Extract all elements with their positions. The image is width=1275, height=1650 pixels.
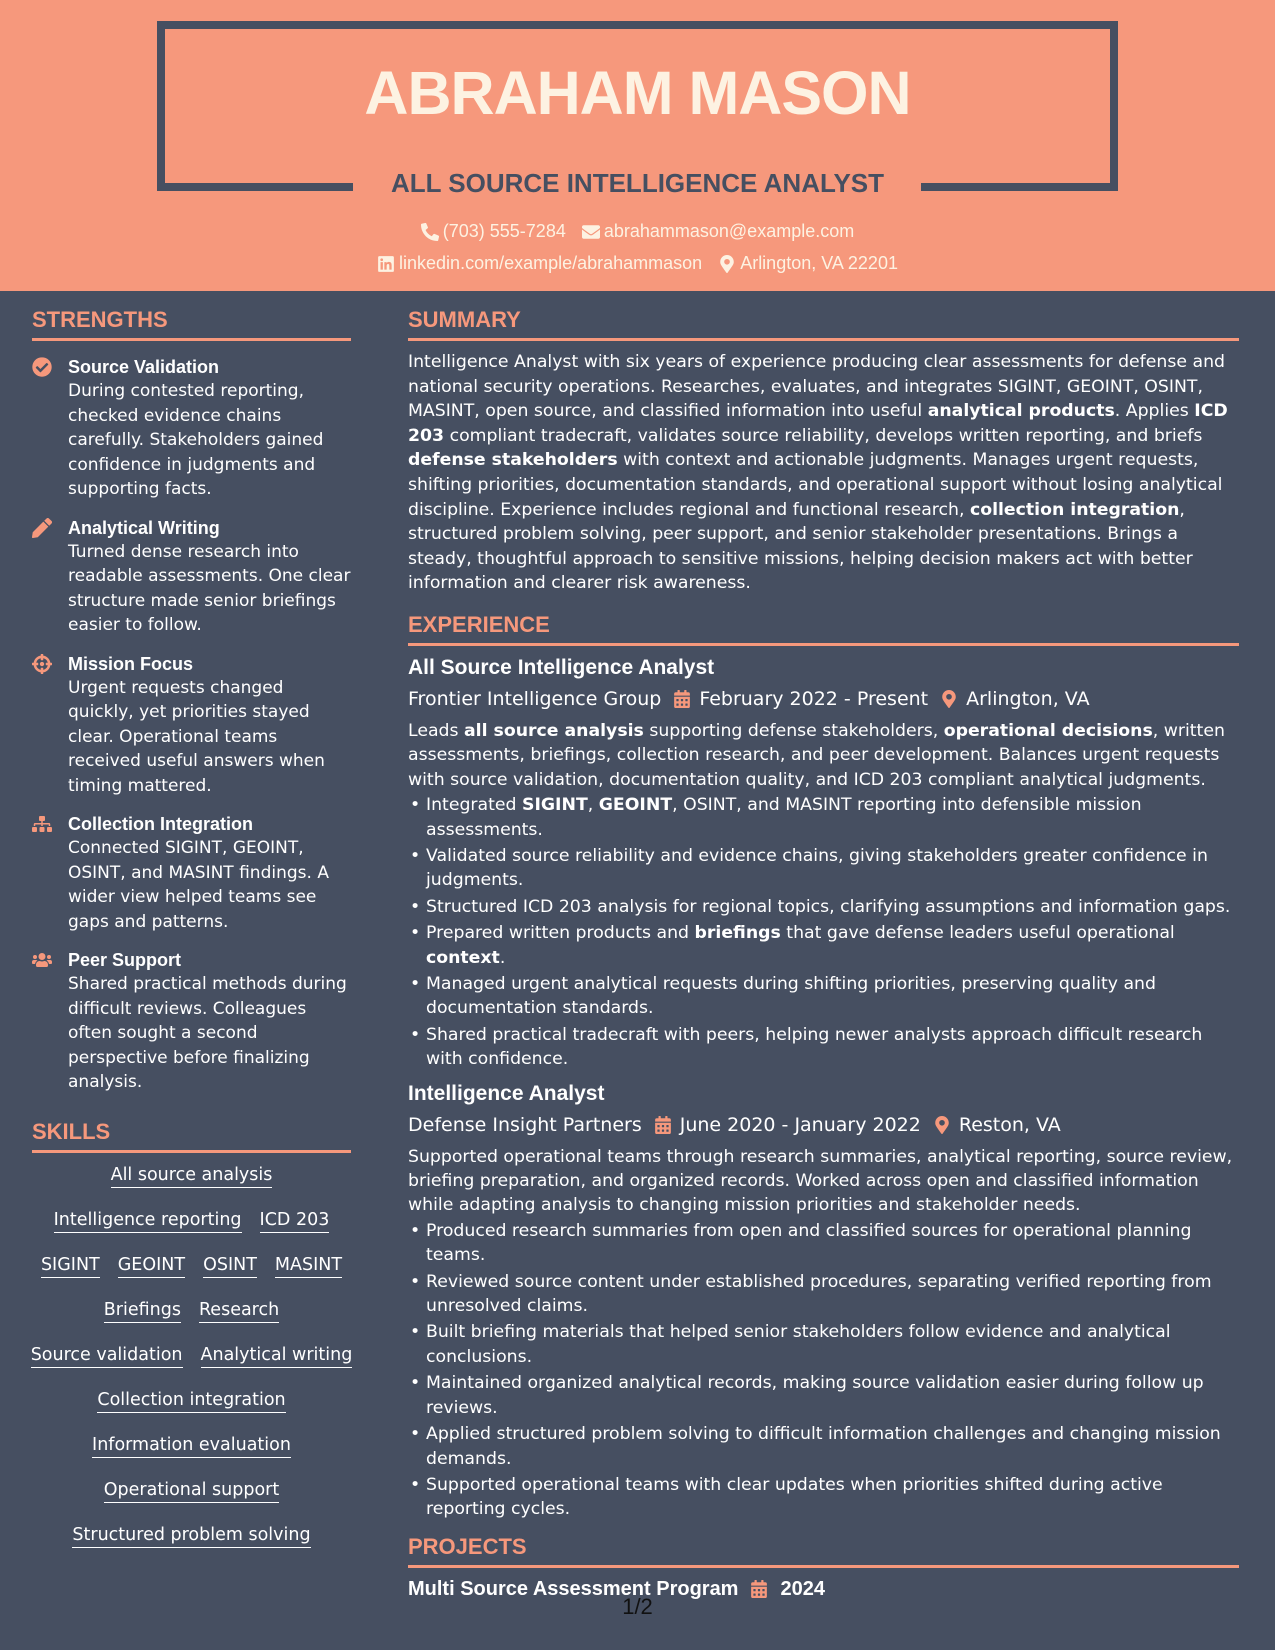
text-run: . Applies [1114,401,1195,422]
users-icon [32,948,54,1095]
linkedin-contact[interactable] [377,253,702,274]
bold-text: defense stakeholders [408,450,618,471]
bullet-item [408,793,1239,842]
bullet-item [408,1371,1239,1420]
bullet-item [408,844,1239,893]
strength-body [68,948,351,1095]
bullet-item [408,1023,1239,1072]
strength-item [32,516,351,638]
skill-row [32,1210,351,1255]
resume-header [0,0,1275,291]
skills-list [32,1165,351,1570]
experience-heading: EXPERIENCE [408,612,1239,646]
strength-item [32,812,351,934]
left-column [32,307,351,1570]
skill-tag: ICD 203 [260,1210,330,1233]
bullet-item [408,1219,1239,1268]
location-text: Arlington, VA 22201 [740,253,898,273]
calendar-icon [673,690,691,708]
strength-body [68,516,351,638]
strength-title: Mission Focus [68,653,194,674]
job-location [933,1112,1061,1138]
skill-tag: Intelligence reporting [54,1210,242,1233]
check-circle-icon [32,355,54,502]
job-dates [673,686,928,712]
envelope-icon [582,223,600,241]
job-bullets [408,793,1239,1071]
crosshairs-icon [32,652,54,799]
job-entry [408,1080,1239,1522]
skill-tag: All source analysis [111,1165,273,1188]
map-marker-icon [933,1116,951,1134]
location-text: Reston, VA [958,1113,1061,1136]
contact-row [0,253,1275,274]
text-run: compliant tradecraft, validates source reliability, develops written reporting, and briefs [444,425,1203,446]
bullet-item [408,972,1239,1021]
bullet-item [408,1422,1239,1471]
text-run: , structured problem solving, peer support, and senior stakeholder presentations. Brings a steady, thoughtful approach to sensitive missions, helping decision makers act with better information and clearer risk awareness. [408,499,1193,594]
project-name: Multi Source Assessment Program [408,1577,739,1600]
text-run: , written assessments, briefings, collection research, and peer development. Balances urgent requests with source validation, documentation quality, and ICD 203 compliant analytical judgments. [408,720,1225,790]
skill-row [32,1345,351,1390]
text-run: Produced research summaries from open and classified sources for operational planning teams. [426,1220,1192,1266]
bullet-item [408,921,1239,970]
strength-item [32,355,351,502]
skill-tag: Analytical writing [201,1345,353,1368]
strength-title: Source Validation [68,357,220,377]
text-run: Managed urgent analytical requests during shifting priorities, preserving quality and documentation standards. [426,974,1156,1019]
job-title: All Source Intelligence Analyst [408,655,715,679]
job-title-heading: ALL SOURCE INTELLIGENCE ANALYST [390,168,885,198]
bold-text: operational decisions [943,720,1153,741]
skill-tag: MASINT [275,1255,342,1278]
contact-row [0,221,1275,242]
strength-body [68,812,351,934]
job-description [408,719,1239,792]
linkedin-icon [377,255,395,273]
strength-description: During contested reporting, checked evidence chains carefully. Stakeholders gained confidence in judgments and supporting facts. [68,381,324,499]
dates-text: June 2020 - January 2022 [679,1113,921,1136]
calendar-icon [654,1116,672,1134]
skill-row [32,1435,351,1480]
job-bullets [408,1219,1239,1522]
phone-text: (703) 555-7284 [442,221,566,241]
sitemap-icon [32,812,54,934]
summary-text [408,350,1239,596]
strength-title: Analytical Writing [68,517,220,538]
email-text: abrahammason@example.com [603,221,855,241]
strength-item [32,948,351,1095]
text-run: Maintained organized analytical records, making source validation easier during follow up reviews. [426,1373,1204,1418]
job-dates [654,1112,921,1138]
map-marker-icon [718,255,736,273]
strength-body [68,355,351,502]
map-marker-icon [940,690,958,708]
bold-text: GEOINT [598,795,673,816]
company-name: Frontier Intelligence Group [408,687,662,710]
text-run: Prepared written products and [426,923,695,944]
skill-tag: Structured problem solving [72,1525,310,1548]
skill-row [32,1255,351,1300]
bullet-item [408,1473,1239,1522]
text-run: with context and actionable judgments. Manages urgent requests, shifting priorities, documentation standards, and operational support without losing analytical discipline. Experience includes regional and functional research, [408,450,1223,520]
skill-row [32,1525,351,1570]
company-name: Defense Insight Partners [408,1113,642,1136]
text-run: Structured ICD 203 analysis for regional topics, clarifying assumptions and information gaps. [426,896,1231,917]
text-run: , OSINT, and MASINT reporting into defensible mission assessments. [426,795,1142,840]
text-run: that gave defense leaders useful operational [780,923,1175,944]
strength-title: Collection Integration [68,814,254,834]
bold-text: all source analysis [464,720,644,741]
skill-tag: Briefings [104,1300,181,1323]
skill-tag: SIGINT [41,1255,100,1278]
bold-text: collection integration [969,499,1180,520]
strength-description: Shared practical methods during difficult reviews. Colleagues often sought a second perspective before finalizing analysis. [68,974,347,1092]
experience-list [408,654,1239,1522]
text-run: Integrated [426,795,522,816]
bold-text: analytical products [927,401,1115,422]
skill-tag: Source validation [31,1345,183,1368]
page-number: 1/2 [622,1594,653,1619]
phone-icon [421,223,439,241]
job-description [408,1145,1239,1218]
strengths-list [32,355,351,1095]
strength-description: Connected SIGINT, GEOINT, OSINT, and MASINT findings. A wider view helped teams see gaps and patterns. [68,838,329,932]
strength-item [32,652,351,799]
text-run: Built briefing materials that helped senior stakeholders follow evidence and analytical conclusions. [426,1322,1171,1367]
bullet-item [408,1270,1239,1319]
projects-heading: PROJECTS [408,1534,1239,1568]
job-meta [408,686,1239,712]
bullet-item [408,1320,1239,1369]
bold-text: SIGINT [522,795,588,816]
text-run: . [499,947,506,968]
location-contact [718,253,898,274]
strength-description: Turned dense research into readable assessments. One clear structure made senior briefings easier to follow. [68,541,351,635]
skill-row [32,1165,351,1210]
strength-title: Peer Support [68,950,182,970]
skill-row [32,1300,351,1345]
phone-contact[interactable] [421,221,566,242]
job-meta [408,1112,1239,1138]
project-year: 2024 [780,1577,825,1600]
pencil-icon [32,516,54,638]
strengths-heading: STRENGTHS [32,307,351,341]
job-title: Intelligence Analyst [408,1081,605,1105]
dates-text: February 2022 - Present [699,687,929,710]
skill-tag: Information evaluation [92,1435,291,1458]
skill-row [32,1480,351,1525]
text-run: supporting defense stakeholders, [643,720,944,741]
summary-heading: SUMMARY [408,307,1239,341]
text-run: Intelligence Analyst with six years of experience producing clear assessments for defense and national security operations. Researches, evaluates, and integrates SIGINT, GEOINT, OSINT, MASINT, open source, and classified information into useful [408,352,1225,422]
bold-text: briefings [694,923,781,944]
skill-tag: OSINT [203,1255,257,1278]
skill-tag: GEOINT [118,1255,185,1278]
text-run: Supported operational teams through research summaries, analytical reporting, source review, briefing preparation, and organized records. Worked across open and classified information while adapting analysis to changing mission priorities and stakeholder needs. [408,1146,1233,1216]
bold-text: ICD 203 [408,401,1228,446]
text-run: Supported operational teams with clear updates when priorities shifted during active reporting cycles. [426,1474,1163,1520]
text-run: Shared practical tradecraft with peers, helping newer analysts approach difficult research with confidence. [426,1024,1203,1070]
linkedin-text: linkedin.com/example/abrahammason [399,253,703,273]
text-run: , [587,795,599,816]
strength-body [68,652,351,799]
job-entry [408,654,1239,1072]
right-column [408,307,1239,1601]
email-contact[interactable] [582,221,854,242]
candidate-name: ABRAHAM MASON [364,59,911,127]
skill-tag: Research [199,1300,279,1323]
skill-tag: Collection integration [97,1390,285,1413]
text-run: Validated source reliability and evidence chains, giving stakeholders greater confidence in judgments. [426,845,1208,891]
text-run: Leads [408,720,465,741]
strength-description: Urgent requests changed quickly, yet priorities stayed clear. Operational teams received useful answers when timing mattered. [68,677,325,796]
skill-row [32,1390,351,1435]
job-location [940,686,1089,712]
bullet-item [408,895,1239,919]
text-run: Reviewed source content under established procedures, separating verified reporting from unresolved claims. [426,1271,1212,1317]
text-run: Applied structured problem solving to difficult information challenges and changing mission demands. [426,1424,1221,1469]
bold-text: context [426,947,500,968]
skill-tag: Operational support [104,1480,279,1503]
location-text: Arlington, VA [966,687,1090,710]
skills-heading: SKILLS [32,1119,351,1153]
